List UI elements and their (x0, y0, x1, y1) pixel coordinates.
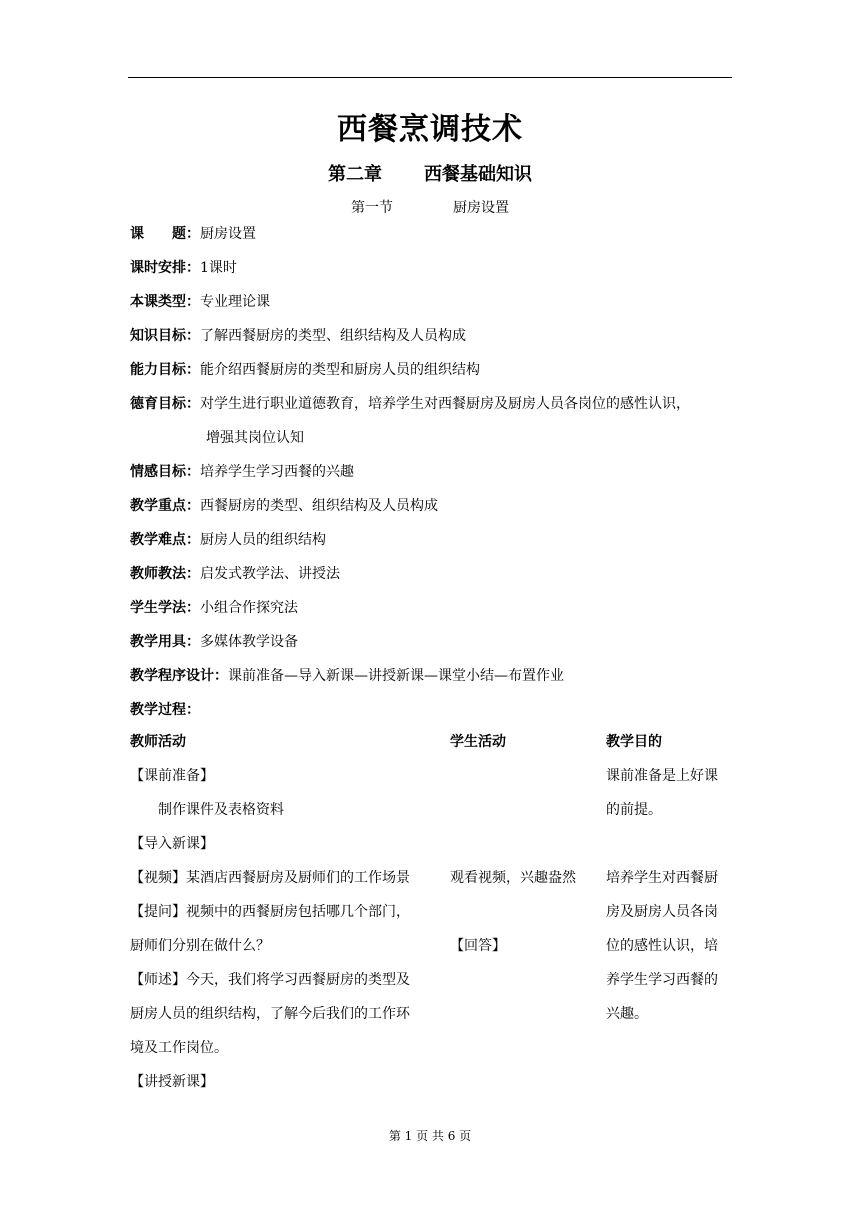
document-title: 西餐烹调技术 (337, 112, 523, 147)
teaching-purpose-line: 课前准备是上好课 (606, 768, 718, 784)
teacher-activity-line: 境及工作岗位。 (130, 1040, 228, 1056)
teaching-purpose-line: 培养学生对西餐厨 (606, 870, 718, 886)
field-label: 教师教法： (130, 566, 200, 582)
field-row (130, 496, 438, 516)
field-value: 小组合作探究法 (200, 600, 298, 616)
column-header-teacher: 教师活动 (130, 734, 186, 750)
field-label: 学生学法： (130, 600, 200, 616)
chapter-heading (0, 160, 860, 186)
header-rule (128, 77, 732, 78)
column-header-student: 学生活动 (450, 734, 506, 750)
section-name: 厨房设置 (453, 200, 509, 216)
teaching-purpose-line: 位的感性认识，培 (606, 938, 718, 954)
field-row (130, 564, 340, 584)
field-value: 课前准备—导入新课—讲授新课—课堂小结—布置作业 (228, 668, 564, 684)
field-row (130, 700, 200, 720)
teacher-activity-line: 【提问】视频中的西餐厨房包括哪几个部门， (130, 904, 410, 920)
field-value: 1课时 (200, 260, 237, 276)
teaching-purpose-line: 养学生学习西餐的 (606, 972, 718, 988)
field-row (130, 326, 466, 346)
chapter-number: 第二章 (328, 164, 382, 185)
field-value: 能介绍西餐厨房的类型和厨房人员的组织结构 (200, 362, 480, 378)
teaching-purpose-line: 的前提。 (606, 802, 662, 818)
teacher-activity-line: 【师述】今天，我们将学习西餐厨房的类型及 (130, 972, 410, 988)
column-header-purpose: 教学目的 (606, 734, 662, 750)
field-row (130, 666, 564, 686)
field-label: 本课类型： (130, 294, 200, 310)
teacher-activity-line: 制作课件及表格资料 (130, 802, 284, 818)
section-heading (0, 197, 860, 217)
teacher-activity-line: 【视频】某酒店西餐厨房及厨师们的工作场景 (130, 870, 410, 886)
field-label: 情感目标： (130, 464, 200, 480)
field-value: 厨房人员的组织结构 (200, 532, 326, 548)
field-value: 了解西餐厨房的类型、组织结构及人员构成 (200, 328, 466, 344)
field-value: 厨房设置 (200, 226, 256, 242)
student-activity-line: 【回答】 (450, 938, 506, 954)
teacher-activity-line: 【讲授新课】 (130, 1074, 214, 1090)
teaching-purpose-line: 房及厨房人员各岗 (606, 904, 718, 920)
field-label: 知识目标： (130, 328, 200, 344)
field-label: 课时安排： (130, 260, 200, 276)
page-footer: 第 1 页 共 6 页 (388, 1129, 472, 1143)
field-value-continued: 增强其岗位认知 (206, 430, 304, 446)
field-row (130, 462, 354, 482)
field-row (130, 292, 270, 312)
field-row (130, 530, 326, 550)
field-value: 启发式教学法、讲授法 (200, 566, 340, 582)
field-label: 课 题： (130, 226, 200, 242)
teaching-purpose-line: 兴趣。 (606, 1006, 648, 1022)
field-label: 能力目标： (130, 362, 200, 378)
teacher-activity-line: 【课前准备】 (130, 768, 214, 784)
teacher-activity-line: 厨房人员的组织结构，了解今后我们的工作环 (130, 1006, 410, 1022)
section-number: 第一节 (351, 200, 393, 216)
field-row (130, 598, 298, 618)
field-row (130, 258, 237, 278)
teacher-activity-line: 厨师们分别在做什么？ (130, 938, 270, 954)
field-label: 教学用具： (130, 634, 200, 650)
teacher-activity-line: 【导入新课】 (130, 836, 214, 852)
field-row (130, 632, 298, 652)
field-value: 培养学生学习西餐的兴趣 (200, 464, 354, 480)
field-row (130, 224, 256, 244)
field-row (130, 360, 480, 380)
field-label: 德育目标： (130, 396, 200, 412)
field-value: 多媒体教学设备 (200, 634, 298, 650)
field-row (130, 394, 690, 414)
field-label: 教学过程： (130, 702, 200, 718)
student-activity-line: 观看视频，兴趣盎然 (450, 870, 576, 886)
field-label: 教学程序设计： (130, 668, 228, 684)
field-value: 对学生进行职业道德教育，培养学生对西餐厨房及厨房人员各岗位的感性认识， (200, 396, 690, 412)
field-label: 教学重点： (130, 498, 200, 514)
field-label: 教学难点： (130, 532, 200, 548)
chapter-name: 西餐基础知识 (424, 164, 532, 185)
field-value: 专业理论课 (200, 294, 270, 310)
field-value: 西餐厨房的类型、组织结构及人员构成 (200, 498, 438, 514)
